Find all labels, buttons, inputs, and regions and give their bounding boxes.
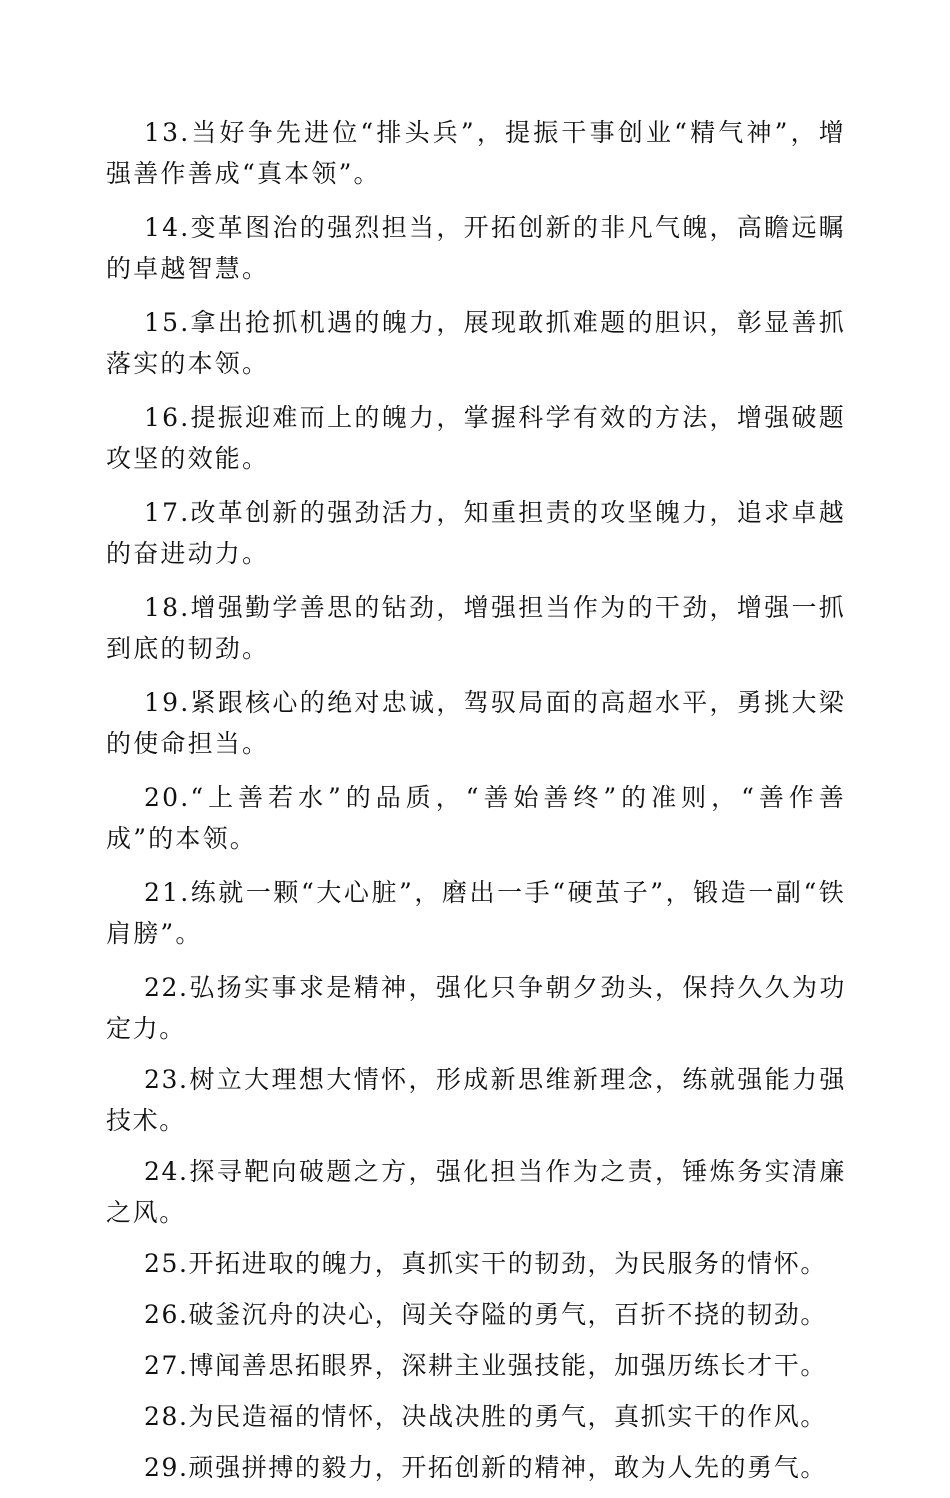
list-item-19: 19.紧跟核心的绝对忠诚，驾驭局面的高超水平，勇挑大梁的使命担当。 bbox=[106, 688, 846, 758]
list-item-24: 24.探寻靶向破题之方，强化担当作为之责，锤炼务实清廉之风。 bbox=[106, 1157, 846, 1227]
document-body bbox=[106, 112, 846, 1498]
list-item-17: 17.改革创新的强劲活力，知重担责的攻坚魄力，追求卓越的奋进动力。 bbox=[106, 498, 846, 568]
list-item-29: 29.顽强拼搏的毅力，开拓创新的精神，敢为人先的勇气。 bbox=[144, 1453, 827, 1482]
list-item-20: 20.“上善若水”的品质，“善始善终”的准则，“善作善成”的本领。 bbox=[106, 783, 846, 853]
list-item-27: 27.博闻善思拓眼界，深耕主业强技能，加强历练长才干。 bbox=[144, 1351, 827, 1380]
list-item-16: 16.提振迎难而上的魄力，掌握科学有效的方法，增强破题攻坚的效能。 bbox=[106, 403, 846, 473]
list-item-21: 21.练就一颗“大心脏”，磨出一手“硬茧子”，锻造一副“铁肩膀”。 bbox=[106, 878, 846, 948]
list-item-22: 22.弘扬实事求是精神，强化只争朝夕劲头，保持久久为功定力。 bbox=[106, 973, 846, 1043]
list-item-23: 23.树立大理想大情怀，形成新思维新理念，练就强能力强技术。 bbox=[106, 1065, 846, 1135]
list-item-28: 28.为民造福的情怀，决战决胜的勇气，真抓实干的作风。 bbox=[144, 1402, 827, 1431]
list-item-26: 26.破釜沉舟的决心，闯关夺隘的勇气，百折不挠的韧劲。 bbox=[144, 1300, 827, 1329]
list-item-13: 13.当好争先进位“排头兵”，提振干事创业“精气神”，增强善作善成“真本领”。 bbox=[106, 118, 846, 188]
list-item-25: 25.开拓进取的魄力，真抓实干的韧劲，为民服务的情怀。 bbox=[144, 1249, 827, 1278]
list-item-14: 14.变革图治的强烈担当，开拓创新的非凡气魄，高瞻远瞩的卓越智慧。 bbox=[106, 213, 846, 283]
list-item-18: 18.增强勤学善思的钻劲，增强担当作为的干劲，增强一抓到底的韧劲。 bbox=[106, 593, 846, 663]
list-item-15: 15.拿出抢抓机遇的魄力，展现敢抓难题的胆识，彰显善抓落实的本领。 bbox=[106, 308, 846, 378]
